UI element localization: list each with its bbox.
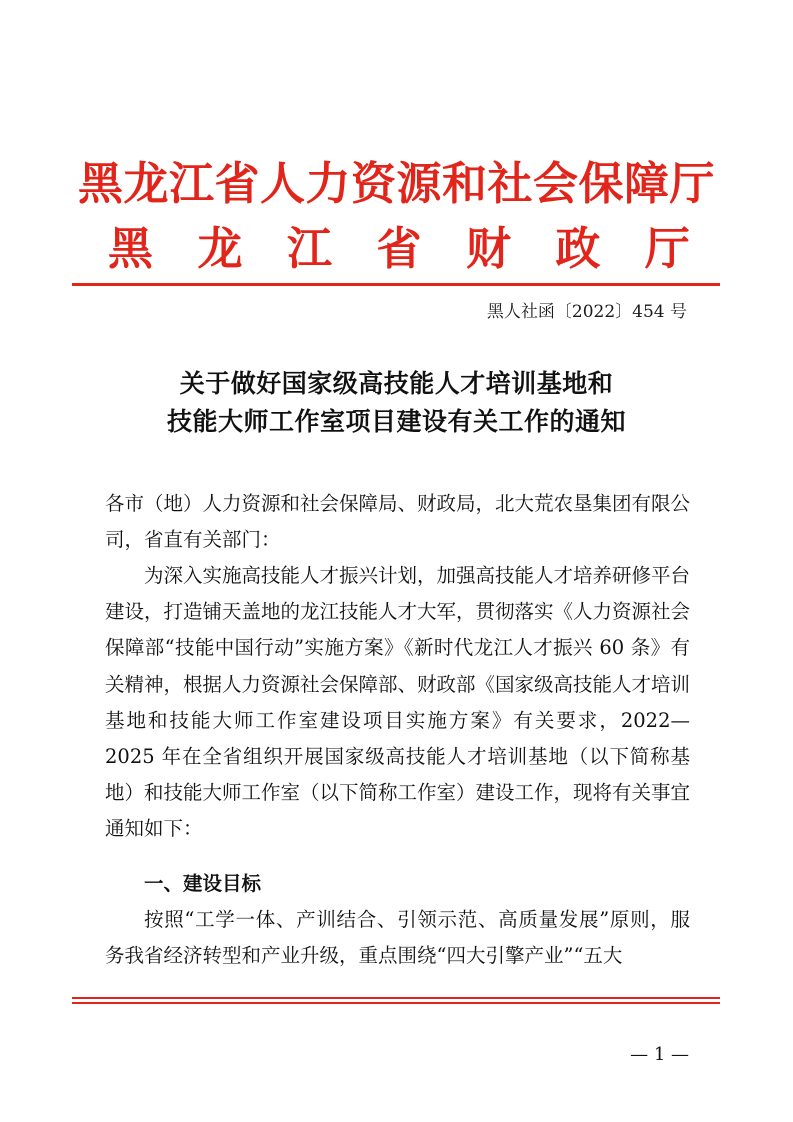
footer-red-rule-thick <box>72 997 720 999</box>
paragraph-intro: 为深入实施高技能人才振兴计划，加强高技能人才培养研修平台建设，打造铺天盖地的龙江技能人才大军，贯彻落实《人力资源社会保障部“技能中国行动”实施方案》《新时代龙江人才振兴 60 条》有关精神，根据人力资源社会保障部、财政部《国家级高技能人才培训基地和技能大师工作室建设项目实施方案》有关要求，2022—2025 年在全省组织开展国家级高技能人才培训基地（以下简称基地）和技能大师工作室（以下简称工作室）建设工作，现将有关事宜通知如下： <box>105 564 691 841</box>
footer-red-rule-thin <box>72 1002 720 1004</box>
document-title-line-1: 关于做好国家级高技能人才培训基地和 <box>179 369 614 398</box>
paragraph-goals: 按照“工学一体、产训结合、引领示范、高质量发展”原则，服务我省经济转型和产业升级，重点围绕“四大引擎产业”“五大 <box>105 908 690 968</box>
issuer-line-2-char: 财 <box>465 222 511 275</box>
issuer-line-2-char: 江 <box>286 222 332 275</box>
document-number: 黑人社函〔2022〕454 号 <box>486 302 687 322</box>
issuer-line-2-char: 政 <box>555 222 601 275</box>
issuer-line-2-char: 厅 <box>644 222 690 275</box>
document-title-line-2: 技能大师工作室项目建设有关工作的通知 <box>166 407 626 436</box>
issuer-line-2-char: 黑 <box>108 222 154 275</box>
issuer-line-2 <box>108 212 690 277</box>
page-number: — 1 — <box>630 1044 689 1065</box>
section-heading-goals: 一、建设目标 <box>144 872 262 895</box>
issuer-line-1: 黑龙江省人力资源和社会保障厅 <box>78 157 716 210</box>
header-red-rule <box>72 283 720 286</box>
issuer-line-2-char: 龙 <box>197 222 243 275</box>
issuer-line-2-char: 省 <box>376 222 422 275</box>
addressee: 各市（地）人力资源和社会保障局、财政局，北大荒农垦集团有限公司，省直有关部门： <box>105 492 691 552</box>
